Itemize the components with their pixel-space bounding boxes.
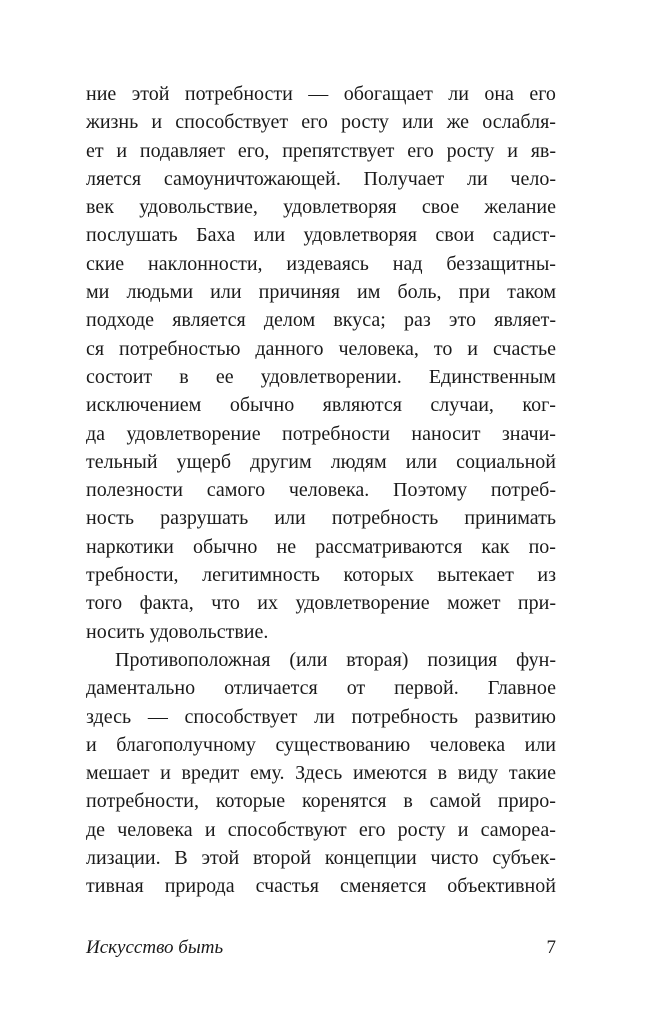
text-line: послушать Баха или удовлетворяя свои садист-	[86, 224, 556, 247]
text-line: ет и подавляет его, препятствует его росту и яв-	[86, 139, 556, 162]
text-line: ность разрушать или потребность принимать	[86, 507, 556, 530]
page-body	[86, 80, 556, 901]
page-number: 7	[546, 937, 556, 958]
text-line: Противоположная (или вторая) позиция фун-	[115, 648, 556, 671]
text-line: ляется самоуничтожающей. Получает ли чело-	[86, 167, 556, 190]
text-line: жизнь и способствует его росту или же ослабля-	[86, 111, 556, 134]
text-line: носить удовольствие.	[86, 620, 269, 643]
text-line: тельный ущерб другим людям или социальной	[86, 450, 556, 473]
text-line: ми людьми или причиняя им боль, при таком	[86, 281, 556, 304]
text-line: де человека и способствуют его росту и самореа-	[86, 818, 556, 841]
text-line: того факта, что их удовлетворение может при-	[86, 592, 556, 615]
text-line: ся потребностью данного человека, то и счастье	[86, 337, 556, 360]
text-line: даментально отличается от первой. Главное	[86, 677, 556, 700]
text-line: тивная природа счастья сменяется объективной	[86, 875, 556, 898]
page-footer	[86, 935, 556, 961]
text-line: подходе является делом вкуса; раз это являет-	[86, 309, 556, 332]
text-line: исключением обычно являются случаи, ког-	[86, 394, 556, 417]
text-line: потребности, которые коренятся в самой приро-	[86, 790, 556, 813]
text-line: наркотики обычно не рассматриваются как по-	[86, 535, 556, 558]
text-line: век удовольствие, удовлетворяя свое желание	[86, 196, 556, 219]
text-line: требности, легитимность которых вытекает из	[86, 564, 556, 587]
text-line: ние этой потребности — обогащает ли она его	[86, 83, 556, 105]
text-line: ские наклонности, издеваясь над беззащитны-	[86, 252, 556, 275]
paragraph-1	[86, 80, 556, 646]
text-line: полезности самого человека. Поэтому потреб-	[86, 479, 556, 502]
paragraph-2	[86, 646, 556, 901]
text-line: да удовлетворение потребности наносит значи-	[86, 422, 556, 445]
text-line: состоит в ее удовлетворении. Единственным	[86, 365, 556, 388]
text-line: мешает и вредит ему. Здесь имеются в виду такие	[86, 762, 556, 785]
text-line: здесь — способствует ли потребность развитию	[86, 705, 556, 728]
running-title: Искусство быть	[86, 937, 224, 958]
text-line: и благополучному существованию человека или	[86, 733, 556, 756]
text-line: лизации. В этой второй концепции чисто субъек-	[86, 847, 556, 870]
